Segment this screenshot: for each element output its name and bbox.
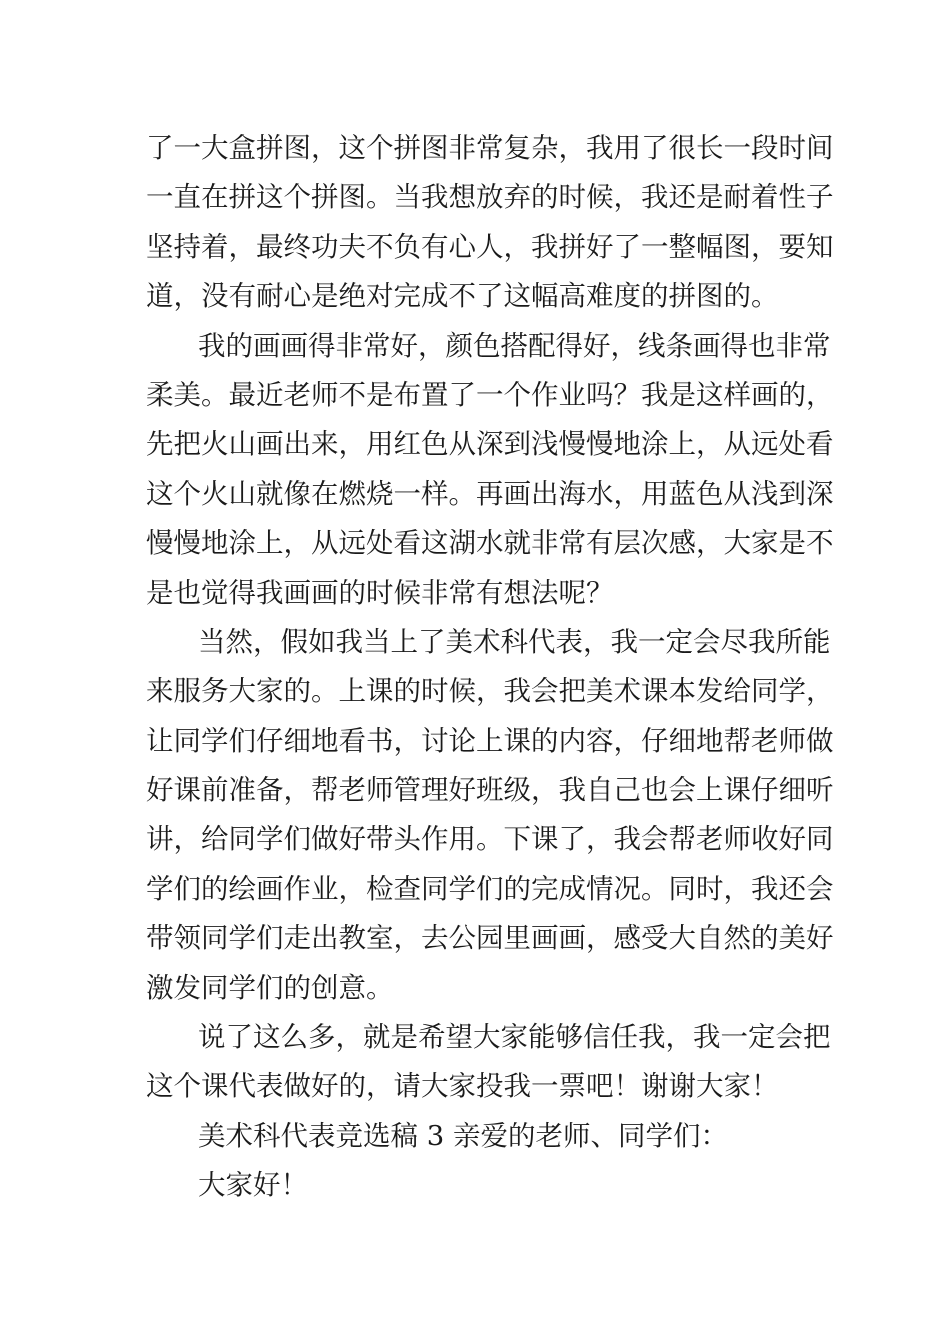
- text-line: 柔美。最近老师不是布置了一个作业吗？我是这样画的，: [146, 378, 834, 411]
- text-line: 坚持着，最终功夫不负有心人，我拼好了一整幅图，要知: [146, 230, 834, 263]
- text-line: 让同学们仔细地看书，讨论上课的内容，仔细地帮老师做: [146, 724, 834, 757]
- text-line: 这个火山就像在燃烧一样。再画出海水，用蓝色从浅到深: [146, 477, 834, 510]
- text-line: 激发同学们的创意。: [146, 971, 394, 1004]
- text-line: 讲，给同学们做好带头作用。下课了，我会帮老师收好同: [146, 823, 834, 856]
- text-line: 说了这么多，就是希望大家能够信任我，我一定会把: [198, 1021, 831, 1054]
- text-line: 一直在拼这个拼图。当我想放弃的时候，我还是耐着性子: [146, 181, 834, 214]
- text-line: 学们的绘画作业，检查同学们的完成情况。同时，我还会: [146, 872, 834, 905]
- text-line: 好课前准备，帮老师管理好班级，我自己也会上课仔细听: [146, 774, 834, 807]
- text-line: 了一大盒拼图，这个拼图非常复杂，我用了很长一段时间: [146, 132, 834, 164]
- text-line: 带领同学们走出教室，去公园里画画，感受大自然的美好: [146, 922, 834, 955]
- text-line: 我的画画得非常好，颜色搭配得好，线条画得也非常: [198, 329, 831, 362]
- text-line: 来服务大家的。上课的时候，我会把美术课本发给同学，: [146, 675, 834, 708]
- text-line: 当然，假如我当上了美术科代表，我一定会尽我所能: [198, 625, 831, 658]
- text-line: 这个课代表做好的，请大家投我一票吧！谢谢大家！: [146, 1070, 779, 1103]
- text-line: 美术科代表竞选稿 3 亲爱的老师、同学们：: [198, 1119, 728, 1152]
- text-line: 先把火山画出来，用红色从深到浅慢慢地涂上，从远处看: [146, 428, 834, 461]
- document-body: [146, 124, 834, 1211]
- text-line: 是也觉得我画画的时候非常有想法呢？: [146, 576, 614, 609]
- text-line: 大家好！: [198, 1169, 308, 1202]
- text-line: 慢慢地涂上，从远处看这湖水就非常有层次感，大家是不: [146, 527, 834, 560]
- text-line: 道，没有耐心是绝对完成不了这幅高难度的拼图的。: [146, 280, 779, 313]
